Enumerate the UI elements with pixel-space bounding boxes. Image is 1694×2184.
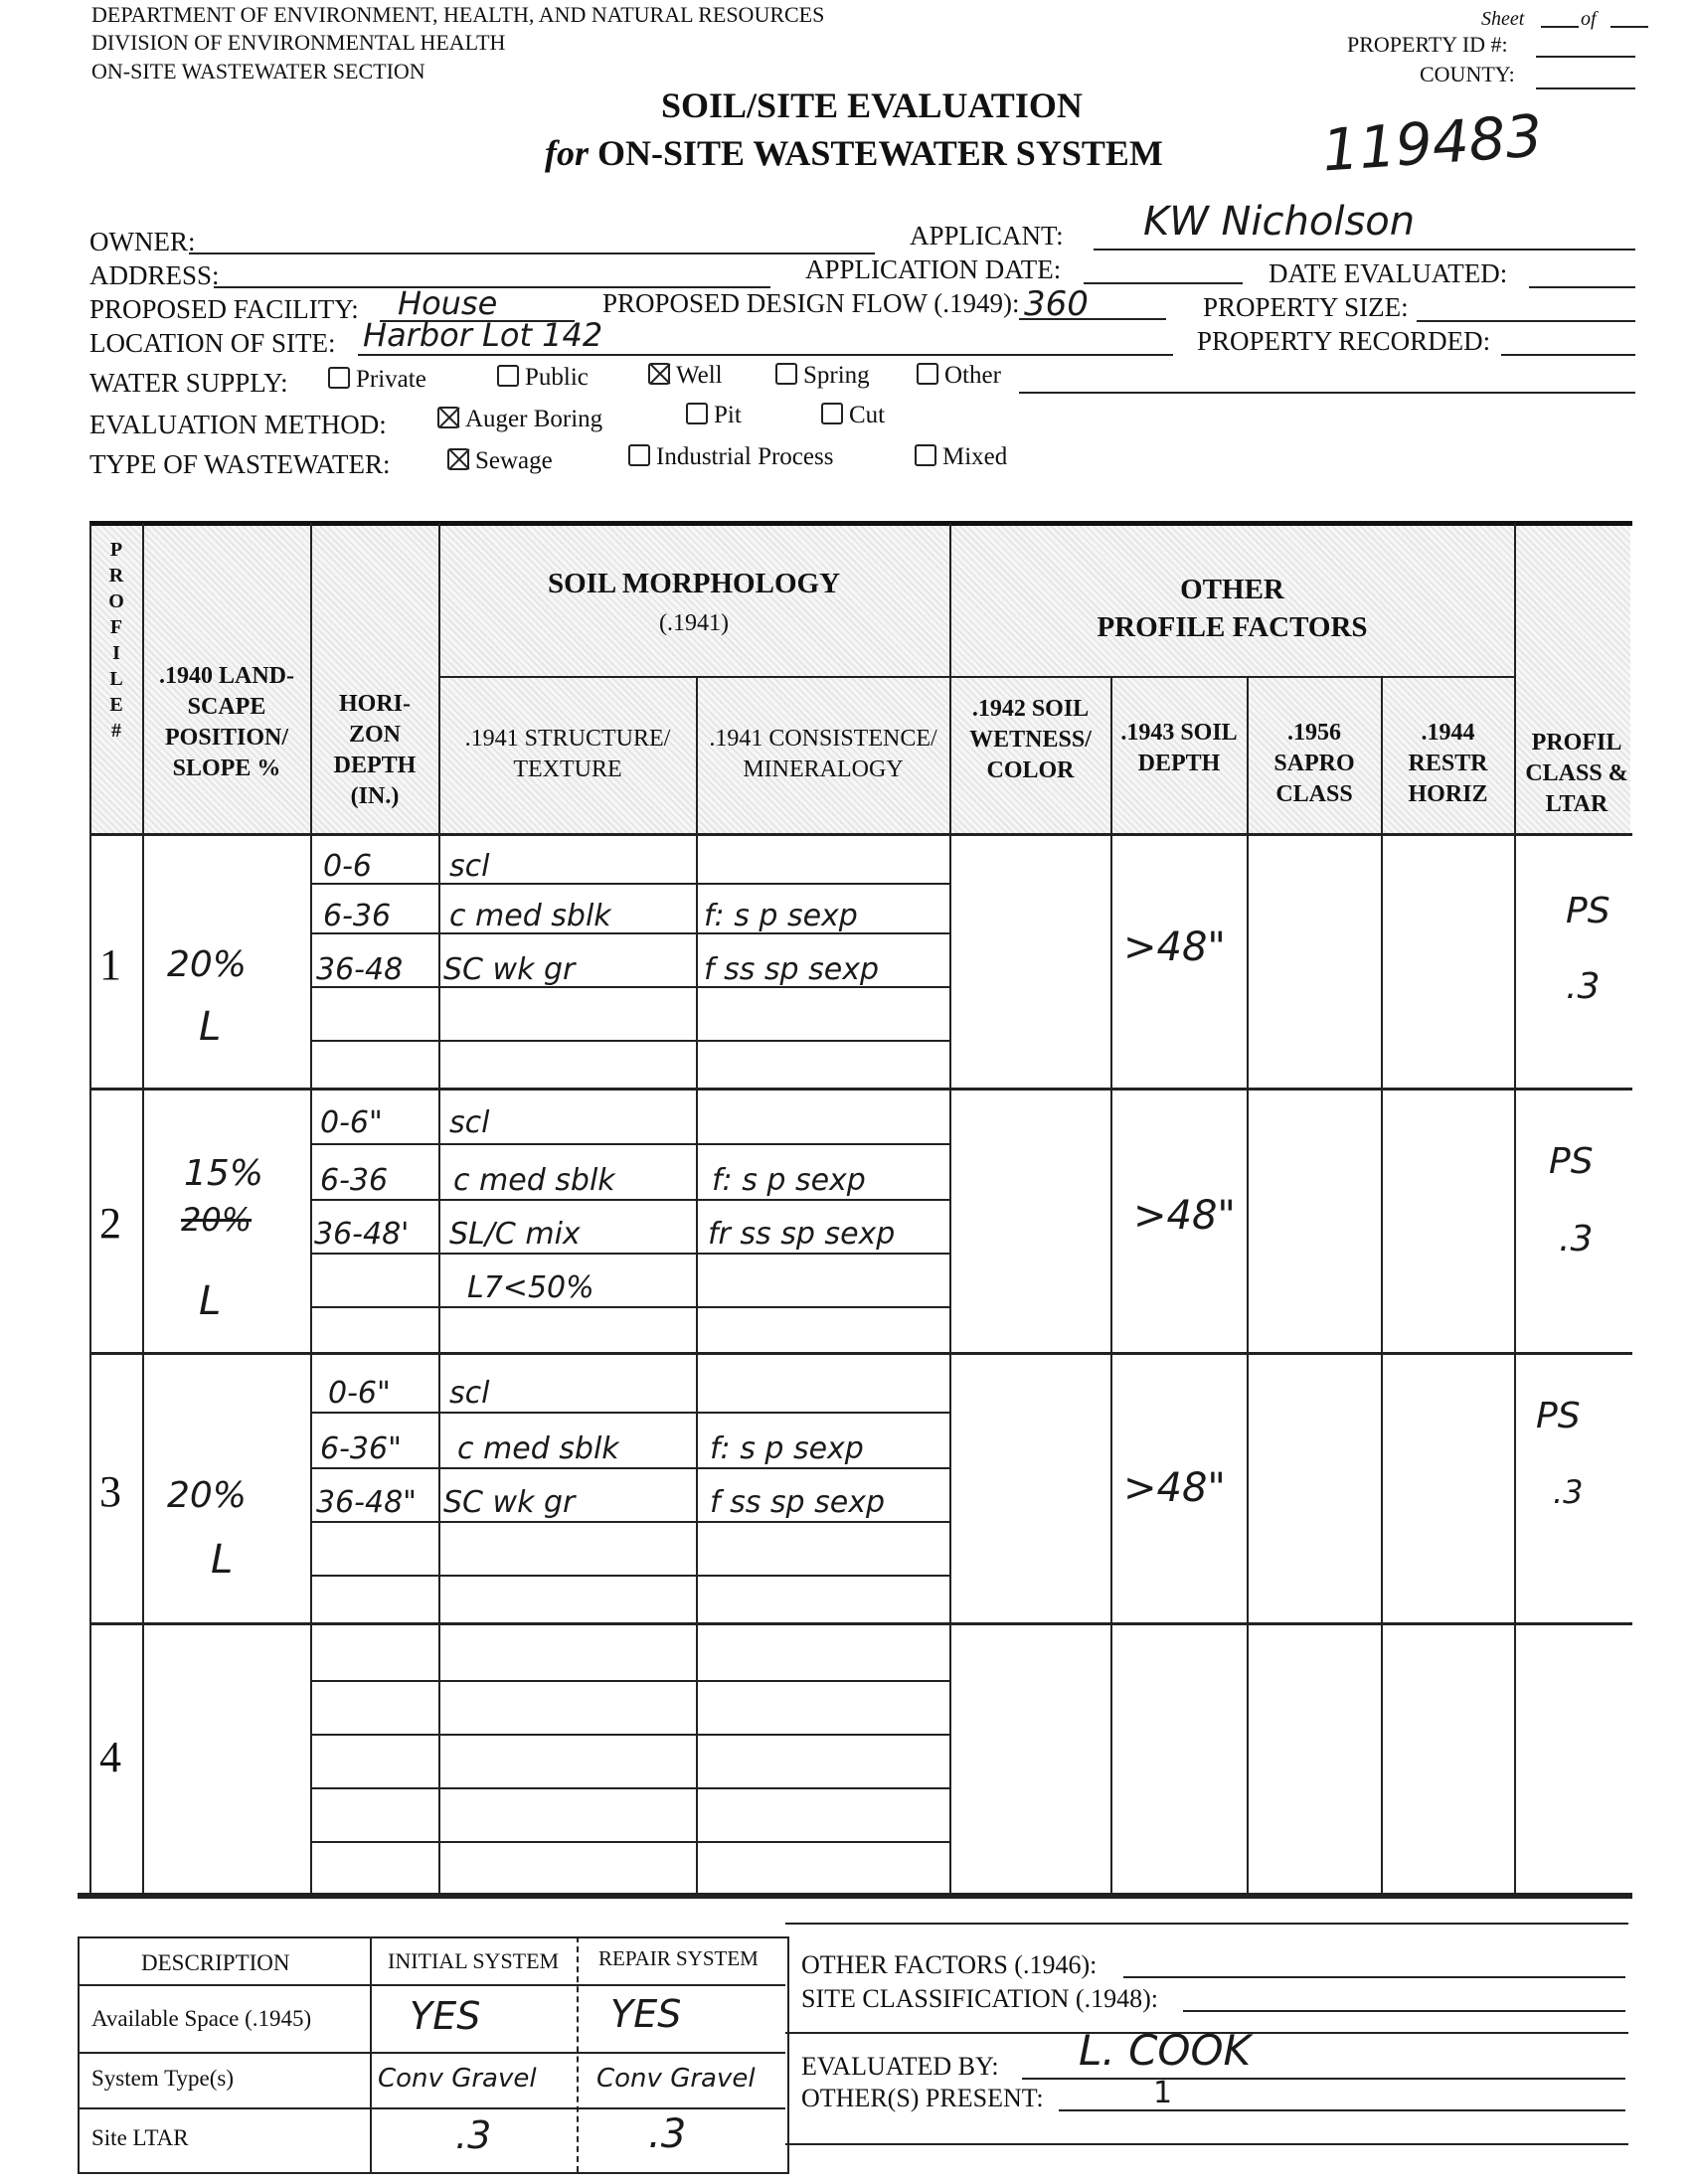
structure-texture: scl bbox=[449, 1376, 490, 1411]
proposed-facility-label: PROPOSED FACILITY: bbox=[89, 294, 359, 324]
applicant-label: APPLICANT: bbox=[910, 221, 1064, 251]
applicant-value: KW Nicholson bbox=[1143, 199, 1416, 245]
sapro-class-header: .1956 SAPRO CLASS bbox=[1273, 720, 1355, 807]
horizon-depth-header: HORI- ZON DEPTH (IN.) bbox=[333, 691, 417, 809]
system-type-repair: Conv Gravel bbox=[596, 2064, 756, 2094]
profile-number: 3 bbox=[99, 1467, 121, 1516]
consistence: f: s p sexp bbox=[712, 1163, 866, 1198]
horizon-depth: 6-36 bbox=[323, 899, 392, 933]
initial-system-header: INITIAL SYSTEM bbox=[388, 1948, 560, 1973]
wastewater-mixed-option[interactable]: Mixed bbox=[915, 443, 1007, 471]
checkbox-icon[interactable] bbox=[821, 403, 843, 424]
structure-texture: c med sblk bbox=[449, 899, 611, 933]
location-value: Harbor Lot 142 bbox=[363, 316, 603, 354]
checkbox-icon[interactable] bbox=[775, 363, 797, 385]
structure-texture-header: .1941 STRUCTURE/ TEXTURE bbox=[464, 726, 671, 782]
property-size-field[interactable] bbox=[1417, 320, 1635, 322]
structure-texture: scl bbox=[449, 849, 490, 884]
structure-texture: SC wk gr bbox=[443, 1485, 576, 1520]
landscape-value: L bbox=[211, 1537, 234, 1583]
site-ltar-initial: .3 bbox=[455, 2113, 492, 2157]
profile-class-value: PS bbox=[1549, 1141, 1594, 1182]
water-private-option[interactable]: Private bbox=[328, 366, 426, 394]
date-evaluated-label: DATE EVALUATED: bbox=[1269, 258, 1508, 288]
property-id-label: PROPERTY ID #: bbox=[1347, 32, 1508, 57]
ltar-value: .3 bbox=[1566, 966, 1601, 1007]
horizon-depth: 36-48' bbox=[314, 1217, 410, 1252]
evaluation-method-label: EVALUATION METHOD: bbox=[89, 410, 387, 439]
soil-depth-header: .1943 SOIL DEPTH bbox=[1120, 720, 1238, 776]
ltar-value: .3 bbox=[1553, 1473, 1584, 1511]
consistence: f ss sp sexp bbox=[710, 1485, 885, 1520]
consistence: fr ss sp sexp bbox=[708, 1217, 896, 1252]
horizon-depth: 6-36 bbox=[320, 1163, 389, 1198]
checkbox-icon[interactable] bbox=[915, 444, 936, 466]
horizon-depth: 0-6" bbox=[320, 1105, 383, 1140]
handwritten-permit-number: 119483 bbox=[1319, 101, 1545, 185]
checkbox-icon[interactable] bbox=[497, 365, 519, 387]
water-public-option[interactable]: Public bbox=[497, 364, 589, 392]
checkbox-icon[interactable] bbox=[628, 444, 650, 466]
evaluated-by-label: EVALUATED BY: bbox=[801, 2052, 999, 2081]
consistence: f ss sp sexp bbox=[704, 952, 879, 987]
available-space-initial: YES bbox=[410, 1994, 481, 2038]
description-header: DESCRIPTION bbox=[141, 1950, 290, 1975]
date-evaluated-field[interactable] bbox=[1529, 286, 1635, 288]
water-well-option[interactable]: Well bbox=[648, 362, 723, 390]
landscape-value: L bbox=[199, 1278, 222, 1324]
water-spring-option[interactable]: Spring bbox=[775, 362, 870, 390]
system-type-initial: Conv Gravel bbox=[378, 2064, 537, 2094]
structure-texture: L7<50% bbox=[467, 1270, 594, 1305]
restr-horiz-header: .1944 RESTR HORIZ bbox=[1408, 720, 1488, 807]
application-date-label: APPLICATION DATE: bbox=[805, 254, 1062, 284]
others-present-value: 1 bbox=[1153, 2076, 1173, 2110]
ltar-value: .3 bbox=[1559, 1219, 1594, 1260]
eval-auger-option[interactable]: Auger Boring bbox=[437, 406, 602, 433]
design-flow-field[interactable] bbox=[1019, 318, 1166, 320]
property-recorded-label: PROPERTY RECORDED: bbox=[1197, 326, 1491, 356]
wastewater-label: TYPE OF WASTEWATER: bbox=[89, 449, 391, 479]
site-ltar-repair: .3 bbox=[648, 2111, 687, 2157]
system-type-label: System Type(s) bbox=[91, 2066, 234, 2091]
structure-texture: c med sblk bbox=[457, 1431, 619, 1466]
profile-class-value: PS bbox=[1566, 891, 1610, 931]
proposed-facility-value: House bbox=[398, 284, 498, 322]
checked-checkbox-icon[interactable] bbox=[447, 448, 469, 470]
structure-texture: scl bbox=[449, 1105, 490, 1140]
design-flow-value: 360 bbox=[1024, 284, 1089, 324]
slope-value: 15% bbox=[184, 1153, 264, 1194]
site-classification-label: SITE CLASSIFICATION (.1948): bbox=[801, 1984, 1158, 2013]
consistence: f: s p sexp bbox=[704, 899, 858, 933]
county-label: COUNTY: bbox=[1420, 62, 1515, 86]
form-title: SOIL/SITE EVALUATION bbox=[661, 85, 1083, 125]
checked-checkbox-icon[interactable] bbox=[648, 363, 670, 385]
wastewater-sewage-option[interactable]: Sewage bbox=[447, 447, 553, 475]
slope-value: 20% bbox=[167, 944, 248, 985]
other-factors-field[interactable] bbox=[1123, 1976, 1625, 1978]
structure-texture: SL/C mix bbox=[449, 1217, 581, 1252]
horizon-depth: 36-48" bbox=[316, 1485, 417, 1520]
section-name: ON-SITE WASTEWATER SECTION bbox=[91, 59, 425, 84]
soil-depth-value: >48" bbox=[1133, 1193, 1236, 1239]
available-space-label: Available Space (.1945) bbox=[91, 2006, 312, 2031]
checked-checkbox-icon[interactable] bbox=[437, 407, 459, 428]
profile-number: 4 bbox=[99, 1733, 121, 1781]
owner-field[interactable] bbox=[189, 252, 875, 254]
checkbox-icon[interactable] bbox=[686, 403, 708, 424]
checkbox-icon[interactable] bbox=[328, 367, 350, 389]
horizon-depth: 6-36" bbox=[320, 1431, 402, 1466]
profile-number: 2 bbox=[99, 1199, 121, 1248]
horizon-depth: 0-6" bbox=[328, 1376, 391, 1411]
others-present-label: OTHER(S) PRESENT: bbox=[801, 2084, 1044, 2112]
profile-class-header: PROFIL CLASS & LTAR bbox=[1525, 730, 1628, 817]
consistence: f: s p sexp bbox=[710, 1431, 864, 1466]
sheet-label: Sheet bbox=[1481, 8, 1525, 30]
horizon-depth: 0-6 bbox=[323, 849, 372, 884]
evaluated-by-value: L. COOK bbox=[1079, 2026, 1252, 2075]
slope-struck-value: 20% bbox=[181, 1201, 253, 1239]
other-factors-title: OTHER bbox=[1180, 574, 1284, 605]
form-subtitle: for ON-SITE WASTEWATER SYSTEM bbox=[545, 133, 1163, 173]
property-recorded-field[interactable] bbox=[1501, 354, 1635, 356]
water-supply-label: WATER SUPPLY: bbox=[89, 368, 288, 398]
soil-morphology-title: SOIL MORPHOLOGY bbox=[547, 568, 841, 599]
checkbox-icon[interactable] bbox=[917, 363, 938, 385]
structure-texture: SC wk gr bbox=[443, 952, 576, 987]
slope-value: 20% bbox=[167, 1475, 248, 1516]
others-present-field[interactable] bbox=[1059, 2109, 1625, 2111]
soil-morphology-code: (.1941) bbox=[659, 610, 729, 636]
other-factors-title-2: PROFILE FACTORS bbox=[1097, 611, 1368, 643]
profile-number: 1 bbox=[99, 940, 121, 989]
soil-depth-value: >48" bbox=[1123, 924, 1226, 970]
applicant-field[interactable] bbox=[1094, 249, 1635, 251]
property-size-label: PROPERTY SIZE: bbox=[1203, 292, 1409, 322]
water-other-option[interactable]: Other bbox=[917, 362, 1001, 390]
site-classification-field[interactable] bbox=[1183, 2010, 1625, 2012]
soil-wetness-header: .1942 SOIL WETNESS/ COLOR bbox=[969, 696, 1092, 783]
landscape-value: L bbox=[199, 1004, 222, 1050]
evaluated-by-field[interactable] bbox=[1022, 2078, 1625, 2080]
profile-class-value: PS bbox=[1536, 1396, 1581, 1436]
water-other-field[interactable] bbox=[1019, 392, 1635, 394]
available-space-repair: YES bbox=[610, 1992, 682, 2036]
address-label: ADDRESS: bbox=[89, 260, 220, 290]
horizon-depth: 36-48 bbox=[316, 952, 404, 987]
location-field[interactable] bbox=[358, 354, 1173, 356]
other-factors-label: OTHER FACTORS (.1946): bbox=[801, 1950, 1098, 1979]
landscape-header: .1940 LAND- SCAPE POSITION/ SLOPE % bbox=[159, 663, 294, 781]
location-label: LOCATION OF SITE: bbox=[89, 328, 336, 358]
department-name: DEPARTMENT OF ENVIRONMENT, HEALTH, AND NATURAL RESOURCES bbox=[91, 2, 825, 27]
eval-cut-option[interactable]: Cut bbox=[821, 402, 885, 429]
of-label: of bbox=[1581, 8, 1597, 30]
structure-texture: c med sblk bbox=[453, 1163, 615, 1198]
application-date-field[interactable] bbox=[1084, 282, 1243, 284]
repair-system-header: REPAIR SYSTEM bbox=[598, 1946, 759, 1970]
soil-depth-value: >48" bbox=[1123, 1465, 1226, 1511]
profile-number-header: P R O F I L E # bbox=[108, 539, 124, 742]
wastewater-industrial-option[interactable]: Industrial Process bbox=[628, 443, 833, 471]
site-ltar-label: Site LTAR bbox=[91, 2125, 189, 2150]
design-flow-label: PROPOSED DESIGN FLOW (.1949): bbox=[602, 288, 1020, 318]
division-name: DIVISION OF ENVIRONMENTAL HEALTH bbox=[91, 30, 506, 55]
owner-label: OWNER: bbox=[89, 227, 196, 256]
consistence-header: .1941 CONSISTENCE/ MINERALOGY bbox=[709, 726, 937, 782]
eval-pit-option[interactable]: Pit bbox=[686, 402, 742, 429]
